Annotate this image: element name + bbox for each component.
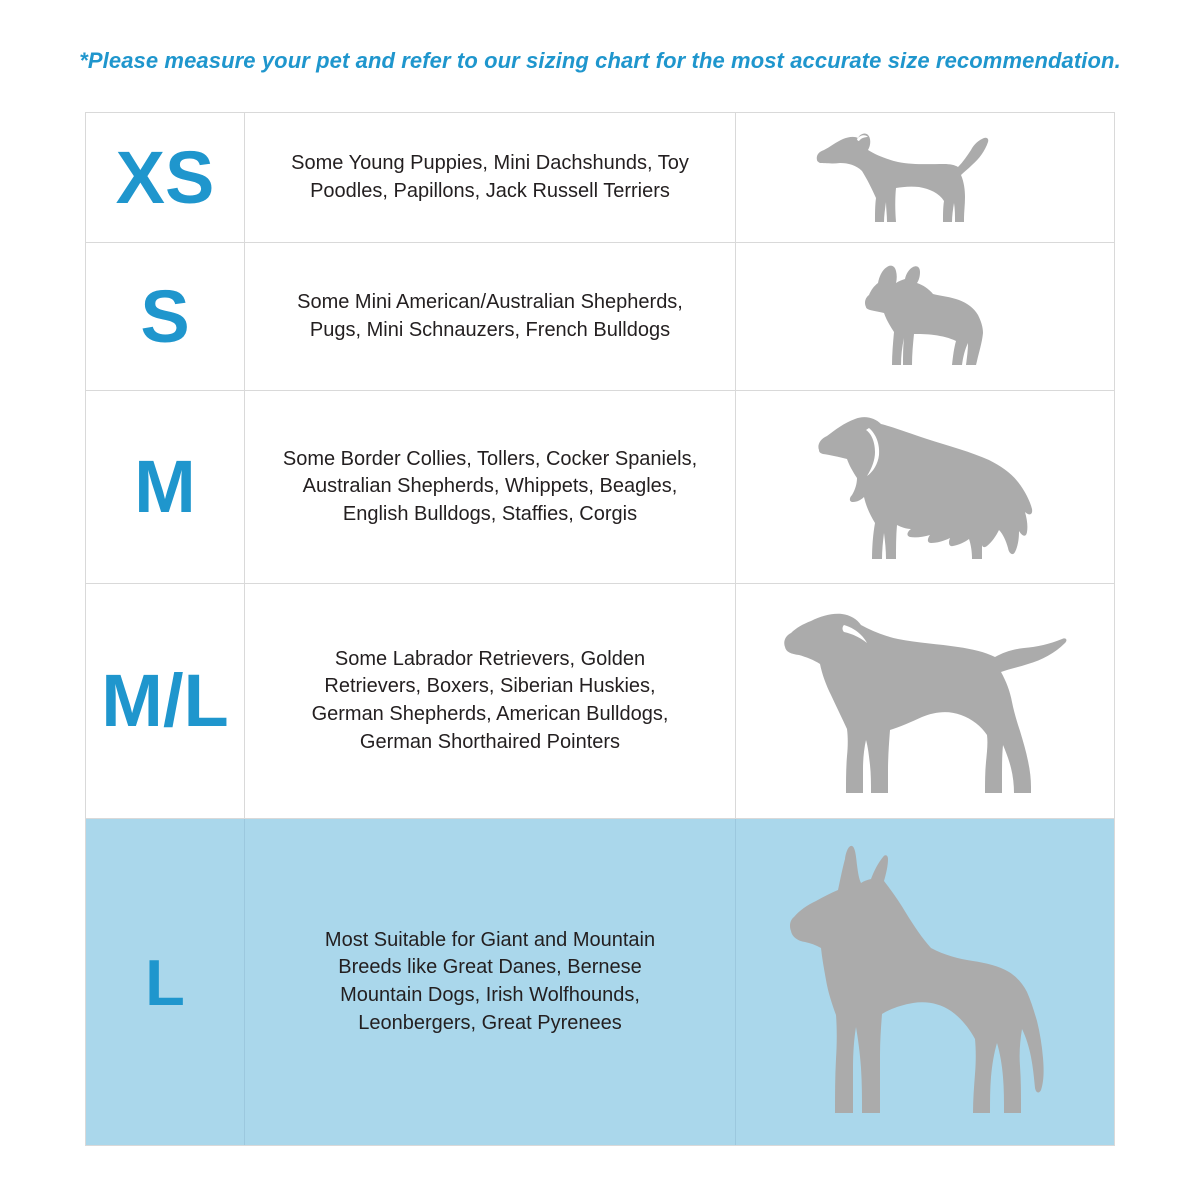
dog-silhouette-cell [736, 391, 1114, 583]
size-label: M/L [101, 659, 229, 742]
breed-description: Some Border Collies, Tollers, Cocker Spaniels, Australian Shepherds, Whippets, Beagles, English Bulldogs, Staffies, Corgis [282, 447, 698, 525]
dog-silhouette-cell [736, 819, 1114, 1145]
size-label: L [145, 945, 185, 1019]
breed-description: Some Labrador Retrievers, Golden Retrievers, Boxers, Siberian Huskies, German Shepherds, American Bulldogs, German Shorthaired Pointers [311, 647, 669, 753]
jack-russell-terrier-icon [810, 132, 990, 224]
breed-description-cell [245, 243, 736, 390]
size-label-cell [86, 584, 245, 818]
size-label-cell [86, 391, 245, 583]
size-row-xs [86, 113, 1114, 243]
size-label: S [140, 274, 190, 358]
breed-description-cell [245, 584, 736, 818]
sizing-note: *Please measure your pet and refer to our sizing chart for the most accurate size recommendation. [79, 48, 1121, 73]
size-label-cell [86, 819, 245, 1145]
breed-description: Most Suitable for Giant and Mountain Breeds like Great Danes, Bernese Mountain Dogs, Irish Wolfhounds, Leonbergers, Great Pyrenees [324, 928, 656, 1034]
dog-silhouette-cell [736, 243, 1114, 390]
size-chart-table [85, 112, 1115, 1146]
size-row-l [86, 819, 1114, 1145]
size-label-cell [86, 113, 245, 242]
breed-description-cell [245, 391, 736, 583]
breed-description-cell [245, 819, 736, 1145]
cocker-spaniel-icon [811, 412, 1039, 562]
size-label: M [134, 445, 196, 528]
breed-description: Some Mini American/Australian Shepherds, Pugs, Mini Schnauzers, French Bulldogs [297, 290, 683, 341]
size-label-cell [86, 243, 245, 390]
labrador-retriever-icon [776, 605, 1074, 797]
size-label: XS [115, 135, 215, 219]
dog-silhouette-cell [736, 584, 1114, 818]
size-row-m [86, 391, 1114, 584]
dog-silhouette-cell [736, 113, 1114, 242]
size-row-s [86, 243, 1114, 391]
breed-description-cell [245, 113, 736, 242]
breed-description: Some Young Puppies, Mini Dachshunds, Toy Poodles, Papillons, Jack Russell Terriers [291, 151, 689, 202]
french-bulldog-icon [858, 265, 993, 369]
size-row-ml [86, 584, 1114, 819]
great-dane-icon [781, 843, 1069, 1121]
